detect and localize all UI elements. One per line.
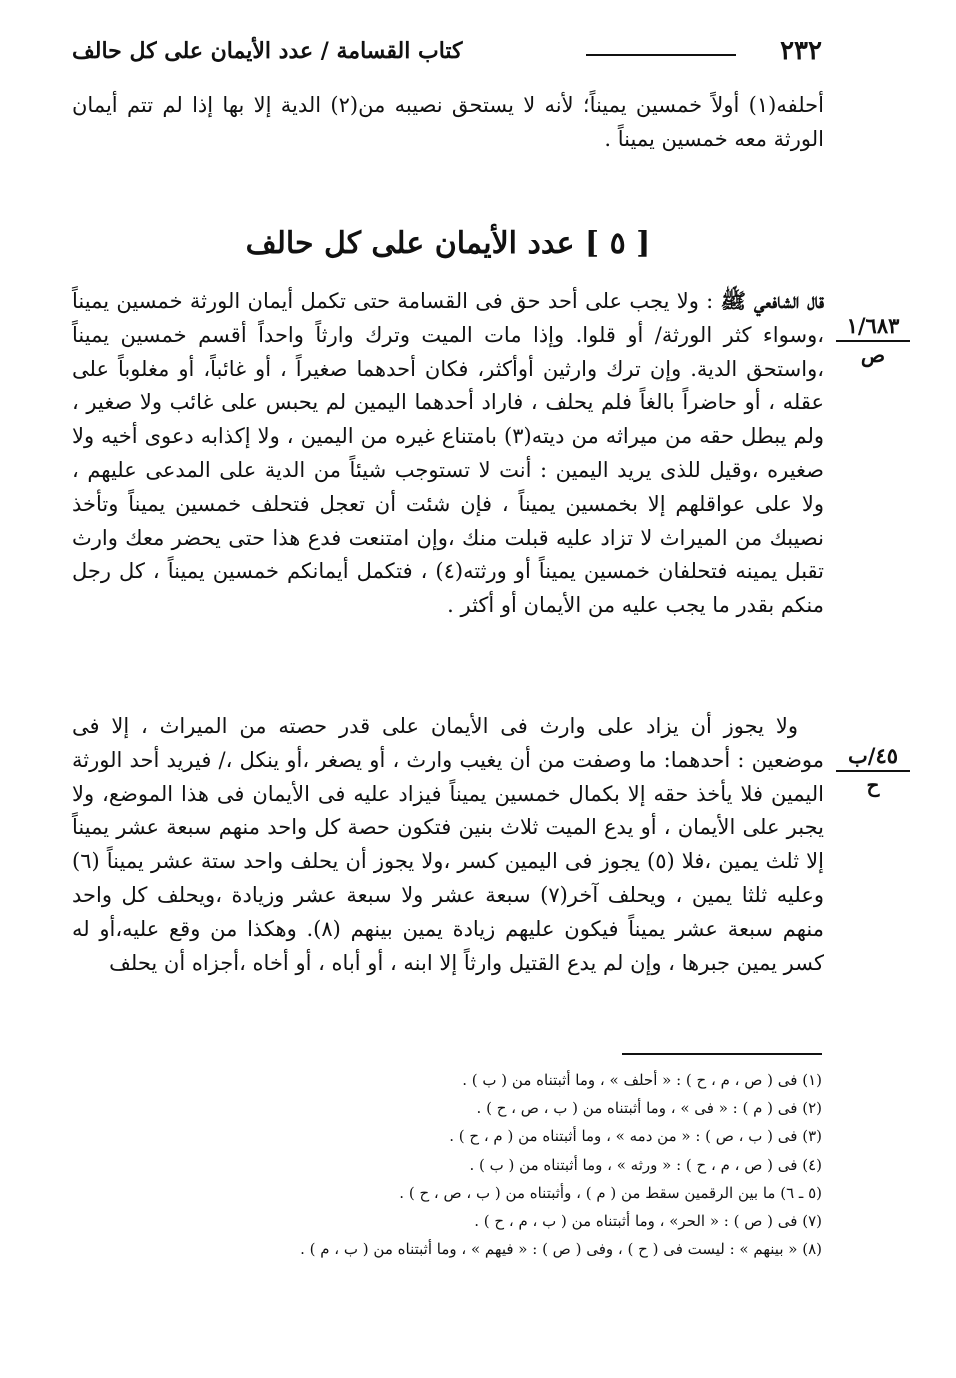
footnote-5-6: (٥ ـ ٦) ما بين الرقمين سقط من ( م ) ، وأثبتناه من ( ب ، ص ، ح ) . bbox=[399, 1183, 822, 1202]
margin-note-2-number: ٤٥/ب bbox=[836, 742, 910, 772]
paragraph-1-lead: قال الشافعي ﷺ bbox=[720, 288, 824, 313]
paragraph-1 bbox=[72, 284, 824, 623]
margin-note-2-manuscript: ح bbox=[866, 773, 880, 797]
margin-note-2 bbox=[836, 742, 910, 798]
footnote-8: (٨) « بينهم » : ليست فى ( ح ) ، وفى ( ص ) : « فيهم » ، وما أثبتناه من ( ب ، م ) . bbox=[300, 1240, 822, 1259]
margin-note-1-number: ١/٦٨٣ bbox=[836, 312, 910, 342]
running-header bbox=[72, 36, 822, 82]
margin-note-1 bbox=[836, 312, 910, 368]
paragraph-2-text: ولا يجوز أن يزاد على وارث فى الأيمان على قدر حصته من الميراث ، إلا فى موضعين : أحدهما: ما وصفت من أن يغيب وارث ، أو يصغر ،أو ينكل ،/ فيريد أحد الورثة اليمين فلا يأخذ حقه إلا بكمال خمسين يميناً فيزاد عليه فى الأيمان فى هذا الموضع، ولا يجبر على الأيمان ، أو يدع الميت ثلاث بنين فتكون حصة كل واحد منهم سبعة عشر يميناً إلا ثلث يمين ،فلا (٥) يجوز فى اليمين كسر ،ولا يجوز أن يحلف واحد ستة عشر يميناً (٦) وعليه ثلثا يمين ، ويحلف آخر(٧) سبعة عشر ولا سبعة عشر وزيادة ،ويحلف كل واحد منهم سبعة عشر يميناً فيكون عليهم زيادة يمين بينهم (٨). وهكذا من وقع عليه،أو له كسر يمين جبرها ، وإن لم يدع القتيل وارثاً إلا ابنه ، أو أباه ، أو أخاه ،أجزاه أن يحلف bbox=[72, 714, 825, 975]
footnotes bbox=[150, 1066, 822, 1263]
footnote-rule bbox=[622, 1053, 822, 1055]
footnote-7: (٧) فى ( ص ) : « الحر» ، وما أثبتناه من ( ب ، م ، ح ) . bbox=[474, 1212, 822, 1231]
paragraph-1-text: : ولا يجب على أحد حق فى القسامة حتى تكمل أيمان الورثة خمسين يميناً ،وسواء كثر الورثة/ أو قلوا. وإذا مات الميت وترك وارثاً واحداً أقسم خمسين يميناً ،واستحق الدية. وإن ترك وارثين أوأكثر، فكان أحدهما صغيراً ، أو غائباً، أو مغلوباً على عقله ، أو حاضراً بالغاً فلم يحلف ، فاراد أحدهما اليمين لم يحبس على غائب ولا صغير ، ولم يبطل حقه من ميراثه من ديته(٣) بامتناع غيره من اليمين ، ولا إكذابه دعوى أخيه ولا صغيره ،وقيل للذى يريد اليمين : أنت لا تستوجب شيئاً من الدية على المدعى عليهم ، ولا على عواقلهم إلا بخمسين يميناً ، فإن شئت أن تعجل فتحلف خمسين يميناً وتأخذ نصيبك من الميراث لا تزاد عليه قبلت منك ،وإن امتنعت فدع هذا حتى يحضر معك وارث تقبل يمينه فتحلفان خمسين يميناً أو ورثته(٤) ، فتكمل أيمانكم خمسين يميناً ، كل رجل منكم بقدر ما يجب عليه من الأيمان أو أكثر . bbox=[72, 289, 824, 618]
footnote-4: (٤) فى ( ص ، م ، ح ) : « ورثه » ، وما أثبتناه من ( ب ) . bbox=[469, 1155, 822, 1174]
intro-paragraph bbox=[72, 89, 824, 157]
running-title: كتاب القسامة / عدد الأيمان على كل حالف bbox=[72, 38, 463, 64]
intro-text: أحلفه(١) أولاً خمسين يميناً؛ لأنه لا يستحق نصيبه من(٢) الدية إلا بها إذا لم تتم أيمان الورثة معه خمسين يميناً . bbox=[72, 93, 824, 151]
paragraph-2 bbox=[72, 710, 824, 980]
section-heading: [ ٥ ] عدد الأيمان على كل حالف bbox=[245, 226, 651, 261]
footnote-3: (٣) فى ( ب ، ص ) : « من دمه » ، وما أثبتناه من ( م ، ح ) . bbox=[449, 1127, 822, 1146]
footnote-2: (٢) فى ( م ) : « فى » ، وما أثبتناه من ( ب ، ص ، ح ) . bbox=[476, 1099, 822, 1118]
margin-note-1-manuscript: ص bbox=[860, 343, 886, 367]
header-rule bbox=[586, 54, 736, 56]
page-number: ٢٣٢ bbox=[780, 36, 822, 66]
footnote-1: (١) فى ( ص ، م ، ح ) : « أحلف » ، وما أثبتناه من ( ب ) . bbox=[462, 1071, 822, 1089]
